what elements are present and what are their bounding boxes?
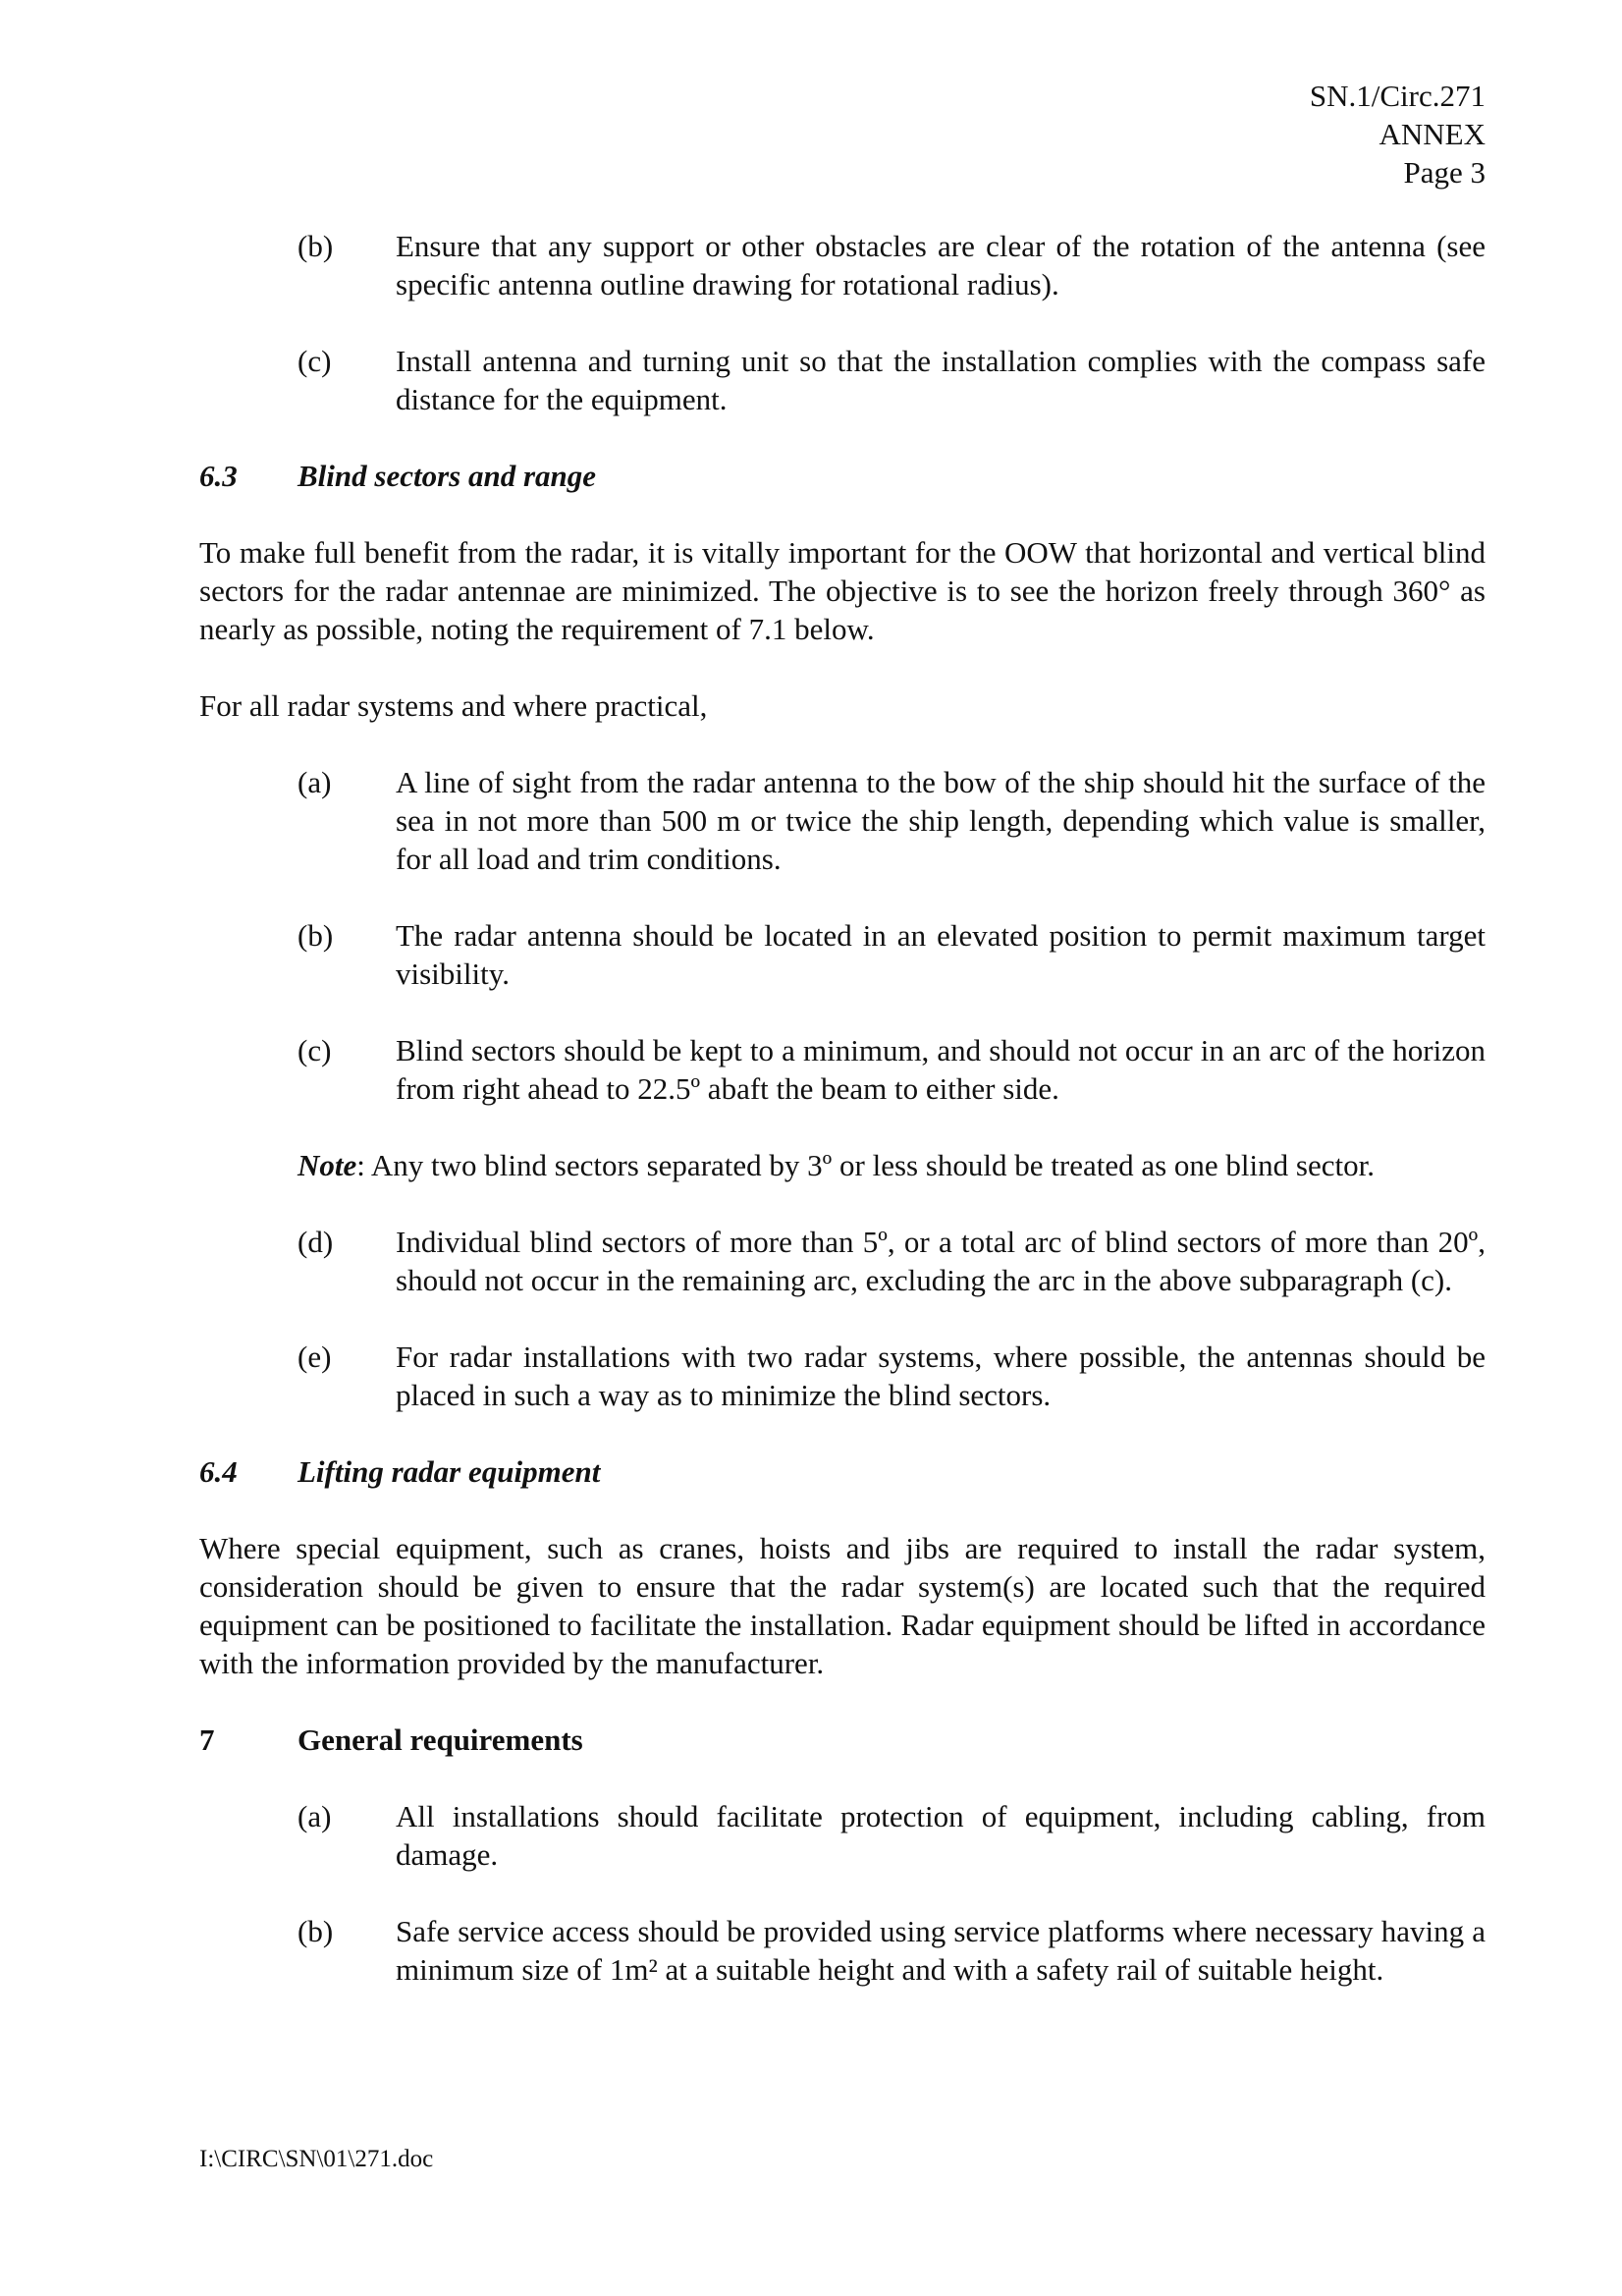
section-number: 6.3: [199, 459, 238, 493]
list-marker: (a): [297, 765, 332, 799]
list-marker: (e): [297, 1339, 332, 1374]
list-text: For radar installations with two radar systems, where possible, the antennas should be placed in such a way as to minimize the blind sectors.: [396, 1339, 1486, 1412]
section-heading-6-4: [199, 1452, 1486, 1491]
page-number: Page 3: [1403, 155, 1486, 190]
list-marker: (c): [297, 1033, 332, 1067]
section-heading-7: [199, 1721, 1486, 1759]
list-item: [199, 227, 1486, 303]
section-number: 7: [199, 1722, 215, 1757]
section-title: General requirements: [297, 1722, 583, 1757]
list-text: All installations should facilitate protection of equipment, including cabling, from damage.: [396, 1799, 1486, 1872]
list-item: [199, 1223, 1486, 1299]
list-marker: (d): [297, 1225, 334, 1259]
paragraph: Where special equipment, such as cranes, hoists and jibs are required to install the radar system, consideration should be given to ensure that the radar system(s) are located such that the required equipment can be positioned to facilitate the installation. Radar equipment should be lifted in accordance with the information provided by the manufacturer.: [199, 1531, 1486, 1680]
paragraph: For all radar systems and where practical,: [199, 688, 708, 723]
note-text: : Any two blind sectors separated by 3º or less should be treated as one blind sector.: [356, 1148, 1375, 1182]
section-title: Blind sectors and range: [297, 459, 597, 493]
list-item: [199, 916, 1486, 993]
list-item: [199, 342, 1486, 418]
list-text: Individual blind sectors of more than 5º, or a total arc of blind sectors of more than 20º, should not occur in the remaining arc, excluding the arc in the above subparagraph (c).: [396, 1225, 1486, 1297]
document-page: [199, 77, 1486, 1989]
section-number: 6.4: [199, 1454, 238, 1489]
list-marker: (b): [297, 229, 334, 263]
list-item: [199, 1797, 1486, 1874]
list-text: Install antenna and turning unit so that the installation complies with the compass safe distance for the equipment.: [396, 344, 1486, 416]
file-path-footer: I:\CIRC\SN\01\271.doc: [199, 2146, 434, 2172]
list-item: [199, 1912, 1486, 1989]
section-heading-6-3: [199, 457, 1486, 495]
list-item: [199, 763, 1486, 878]
section-title: Lifting radar equipment: [297, 1454, 601, 1489]
paragraph: To make full benefit from the radar, it is vitally important for the OOW that horizontal and vertical blind sectors for the radar antennae are minimized. The objective is to see the horizon freely through 360° as nearly as possible, noting the requirement of 7.1 below.: [199, 535, 1486, 646]
list-marker: (c): [297, 344, 332, 378]
list-text: The radar antenna should be located in an elevated position to permit maximum target visibility.: [396, 918, 1486, 991]
list-marker: (b): [297, 1914, 334, 1948]
list-text: Safe service access should be provided using service platforms where necessary having a minimum size of 1m² at a suitable height and with a safety rail of suitable height.: [396, 1914, 1486, 1987]
list-item: [199, 1338, 1486, 1414]
annex-label: ANNEX: [1379, 117, 1486, 151]
document-reference: SN.1/Circ.271: [1309, 79, 1486, 113]
list-marker: (b): [297, 918, 334, 953]
list-text: Ensure that any support or other obstacles are clear of the rotation of the antenna (see specific antenna outline drawing for rotational radius).: [396, 229, 1486, 301]
note-label: Note: [297, 1148, 357, 1182]
note: [297, 1146, 1486, 1184]
page-header: [199, 77, 1486, 191]
list-marker: (a): [297, 1799, 332, 1833]
list-item: [199, 1031, 1486, 1108]
list-text: A line of sight from the radar antenna to the bow of the ship should hit the surface of the sea in not more than 500 m or twice the ship length, depending which value is smaller, for all load and trim conditions.: [396, 765, 1486, 876]
list-text: Blind sectors should be kept to a minimum, and should not occur in an arc of the horizon from right ahead to 22.5º abaft the beam to either side.: [396, 1033, 1486, 1106]
